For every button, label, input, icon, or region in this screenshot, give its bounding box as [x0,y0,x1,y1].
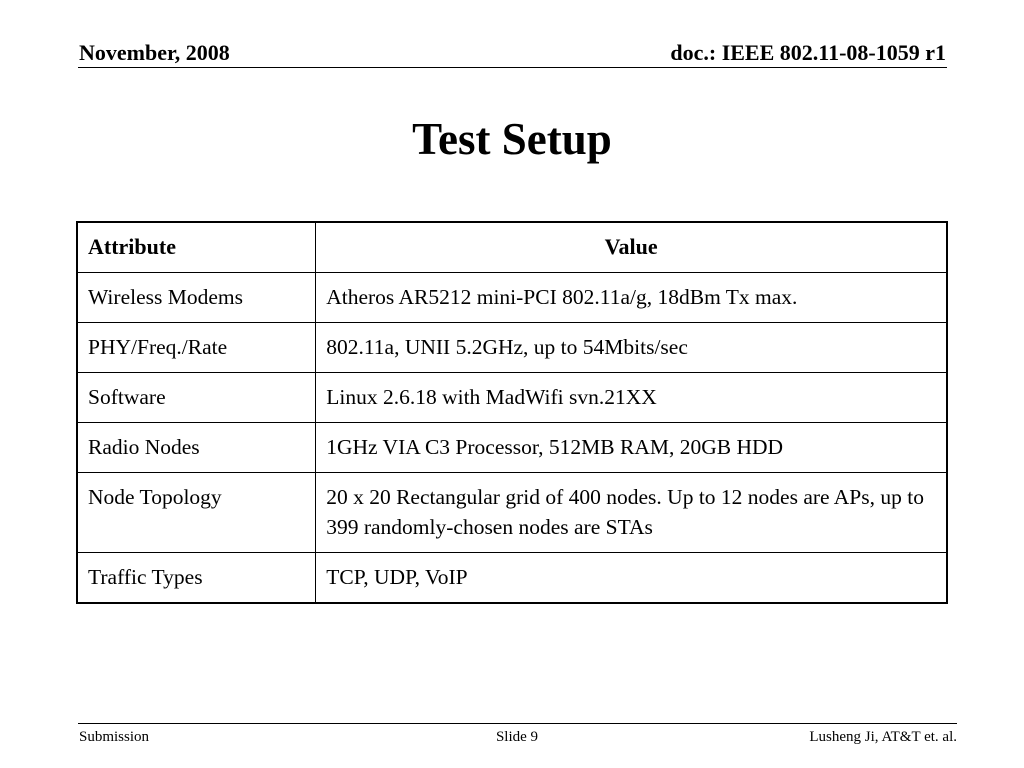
test-setup-table [76,221,948,604]
table-row [77,323,947,373]
value-cell: 20 x 20 Rectangular grid of 400 nodes. Up to 12 nodes are APs, up to 399 randomly-chosen nodes are STAs [316,473,947,553]
table-header-row [77,222,947,273]
table-row [77,553,947,604]
value-cell: Atheros AR5212 mini-PCI 802.11a/g, 18dBm Tx max. [316,273,947,323]
attribute-cell: Traffic Types [77,553,316,604]
value-cell: 1GHz VIA C3 Processor, 512MB RAM, 20GB HDD [316,423,947,473]
attribute-cell: Software [77,373,316,423]
value-cell: Linux 2.6.18 with MadWifi svn.21XX [316,373,947,423]
header-doc-id: doc.: IEEE 802.11-08-1059 r1 [670,40,946,65]
footer-divider [78,723,957,724]
column-header-attribute: Attribute [77,222,316,273]
table-row [77,473,947,553]
attribute-cell: Radio Nodes [77,423,316,473]
slide-title: Test Setup [412,114,612,164]
table-row [77,373,947,423]
footer-submission: Submission [79,729,150,745]
header-date: November, 2008 [79,40,230,65]
header-divider [78,67,947,68]
attribute-cell: PHY/Freq./Rate [77,323,316,373]
column-header-value: Value [316,222,947,273]
footer-slide-number: Slide 9 [495,729,539,745]
footer-author: Lusheng Ji, AT&T et. al. [809,729,957,745]
table-row [77,273,947,323]
value-cell: 802.11a, UNII 5.2GHz, up to 54Mbits/sec [316,323,947,373]
attribute-cell: Node Topology [77,473,316,553]
value-cell: TCP, UDP, VoIP [316,553,947,604]
attribute-cell: Wireless Modems [77,273,316,323]
table-row [77,423,947,473]
